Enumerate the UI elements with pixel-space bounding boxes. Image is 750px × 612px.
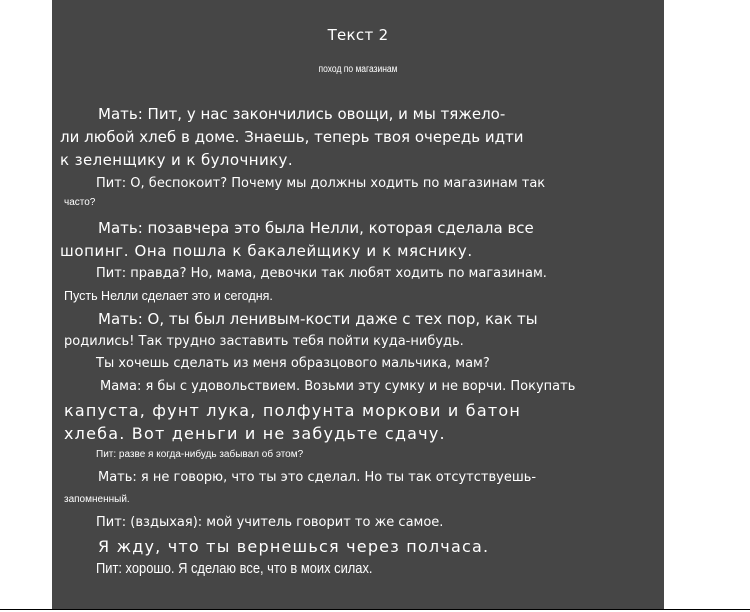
document-subtitle: поход по магазинам — [318, 64, 398, 75]
text-line: Я жду, что ты вернешься через полчаса. — [98, 537, 490, 556]
text-line: Мать: О, ты был ленивым-кости даже с тех пор, как ты — [98, 310, 538, 328]
text-line: Мать: Пит, у нас закончились овощи, и мы тяжело- — [98, 105, 506, 123]
text-line: часто? — [64, 197, 96, 208]
text-line: запомненный. — [64, 494, 130, 505]
document-page — [52, 0, 664, 610]
text-line: Мать: позавчера это была Нелли, которая сделала все — [98, 219, 534, 237]
text-line: родились! Так трудно заставить тебя пойти куда-нибудь. — [64, 334, 464, 349]
text-line: к зеленщику и к булочнику. — [60, 151, 293, 169]
text-line: Пит: О, беспокоит? Почему мы должны ходить по магазинам так — [96, 176, 546, 191]
bottom-divider — [0, 609, 750, 610]
text-line: Ты хочешь сделать из меня образцового мальчика, мам? — [96, 356, 490, 371]
document-title: Текст 2 — [327, 26, 389, 44]
text-line: Мать: я не говорю, что ты это сделал. Но ты так отсутствуешь- — [98, 470, 537, 485]
text-line: Пит: разве я когда-нибудь забывал об этом? — [96, 449, 304, 460]
text-line: Мама: я бы с удовольствием. Возьми эту сумку и не ворчи. Покупать — [100, 379, 576, 394]
text-line: Пит: правда? Но, мама, девочки так любят ходить по магазинам. — [96, 266, 547, 281]
text-line: Пит: (вздыхая): мой учитель говорит то же самое. — [96, 515, 444, 530]
text-line: хлеба. Вот деньги и не забудьте сдачу. — [64, 424, 446, 443]
text-line: Пит: хорошо. Я сделаю все, что в моих силах. — [96, 560, 373, 577]
text-line: Пусть Нелли сделает это и сегодня. — [64, 289, 273, 303]
text-line: ли любой хлеб в доме. Знаешь, теперь твоя очередь идти — [60, 128, 524, 146]
text-line: капуста, фунт лука, полфунта моркови и батон — [64, 401, 522, 420]
text-line: шопинг. Она пошла к бакалейщику и к мяснику. — [60, 242, 473, 260]
